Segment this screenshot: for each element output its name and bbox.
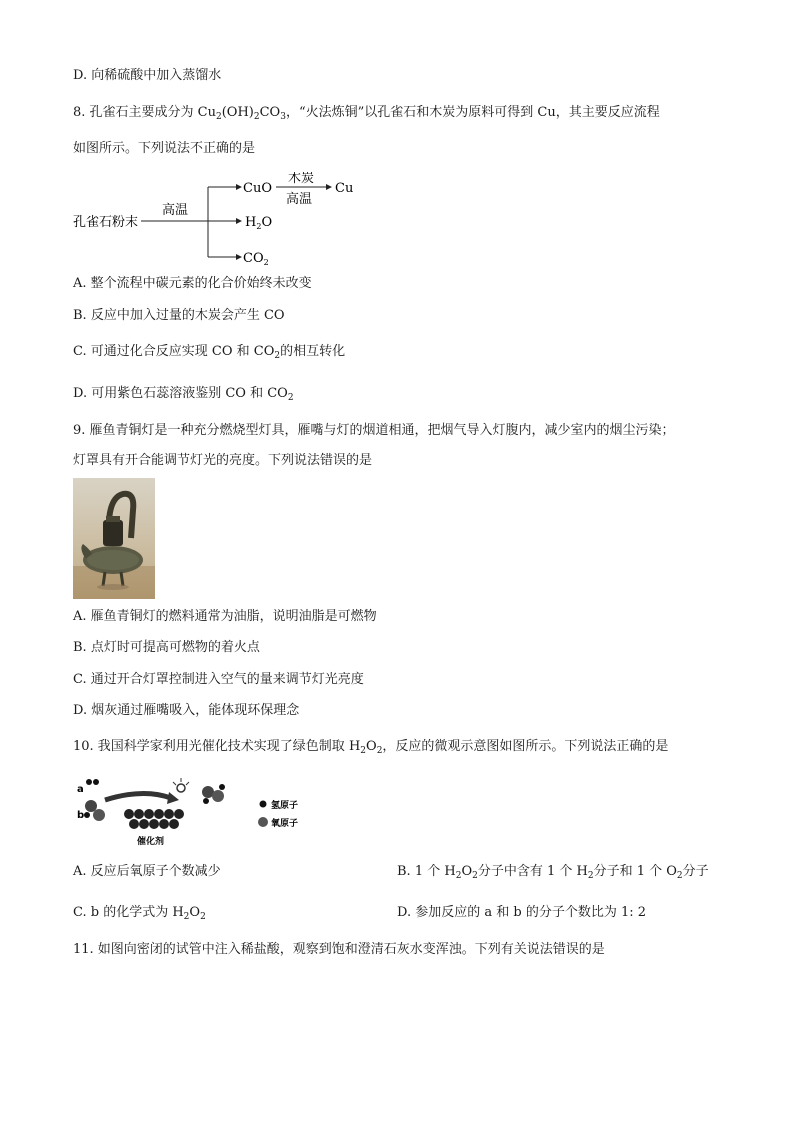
arrowhead-cu [326,184,332,190]
label-catalyst: 催化剂 [137,837,165,847]
flow-product-cuo: CuO [243,181,272,196]
legend-oxygen: 氧原子 [271,819,299,829]
arrowhead-h2o [236,218,242,224]
q11-stem: 11. 如图向密闭的试管中注入稀盐酸，观察到饱和澄清石灰水变浑浊。下列有关说法错误的是 [73,942,605,957]
flow-condition: 高温 [162,203,189,218]
q9-option-a: A. 雁鱼青铜灯的燃料通常为油脂，说明油脂是可燃物 [73,609,377,624]
flow-final: Cu [335,181,354,196]
oxygen-legend-dot [258,817,268,827]
q9-option-b: B. 点灯时可提高可燃物的着火点 [73,640,260,655]
q8-flow-diagram [73,172,373,267]
q8-option-b: B. 反应中加入过量的木炭会产生 CO [73,308,285,323]
q9-option-c: C. 通过开合灯罩控制进入空气的量来调节灯光亮度 [73,672,364,687]
flow-product-h2o: $H_2O$ [245,215,273,231]
q9-stem-line2: 灯罩具有开合能调节灯光的亮度。下列说法错误的是 [73,453,373,468]
flow-start: 孔雀石粉末 [73,215,139,230]
q9-option-d: D. 烟灰通过雁嘴吸入，能体现环保理念 [73,703,300,718]
label-b: b [77,810,85,821]
q8-option-a: A. 整个流程中碳元素的化合价始终未改变 [73,276,312,291]
q10-option-a: A. 反应后氧原子个数减少 [73,864,221,879]
flow-product-co2: $CO_2$ [243,251,269,267]
arrowhead-co2 [236,254,242,260]
q8-option-d: D. 可用紫色石蕊溶液鉴别 CO 和 $CO_2$ [73,386,294,403]
arrowhead-cuo [236,184,242,190]
q10-option-c: C. b 的化学式为 $H_2O_2$ [73,905,206,922]
q10-micro-diagram [73,770,313,852]
legend-hydrogen: 氢原子 [271,801,299,811]
q10-option-d: D. 参加反应的 a 和 b 的分子个数比为 1: 2 [397,905,647,920]
q7-option-d: D. 向稀硫酸中加入蒸馏水 [73,68,222,83]
flow-reagent: 木炭 [288,172,315,186]
q10-stem: 10. 我国科学家利用光催化技术实现了绿色制取 $H_2O_2$，反应的微观示意图如图所示。下列说法正确的是 [73,739,669,756]
bronze-lamp-photo [73,478,155,599]
q8-option-c: C. 可通过化合反应实现 CO 和 $CO_2$的相互转化 [73,344,346,361]
q9-stem-line1: 9. 雁鱼青铜灯是一种充分燃烧型灯具，雁嘴与灯的烟道相通，把烟气导入灯腹内，减少室内的烟尘污染； [73,423,675,438]
q8-stem-line2: 如图所示。下列说法不正确的是 [73,141,256,156]
label-a: a [77,784,84,795]
hydrogen-legend-dot [260,801,267,808]
catalyst-layer [124,809,184,829]
q8-stem-line1: 8. 孔雀石主要成分为 $Cu_2(OH)_2CO_3$，“火法炼铜”以孔雀石和木炭为原料可得到 Cu，其主要反应流程 [73,105,660,122]
flow-reagent-condition: 高温 [286,192,313,207]
q10-option-b: B. 1 个 $H_2O_2$分子中含有 1 个 $H_2$分子和 1 个 $O_2$分子 [397,864,709,881]
